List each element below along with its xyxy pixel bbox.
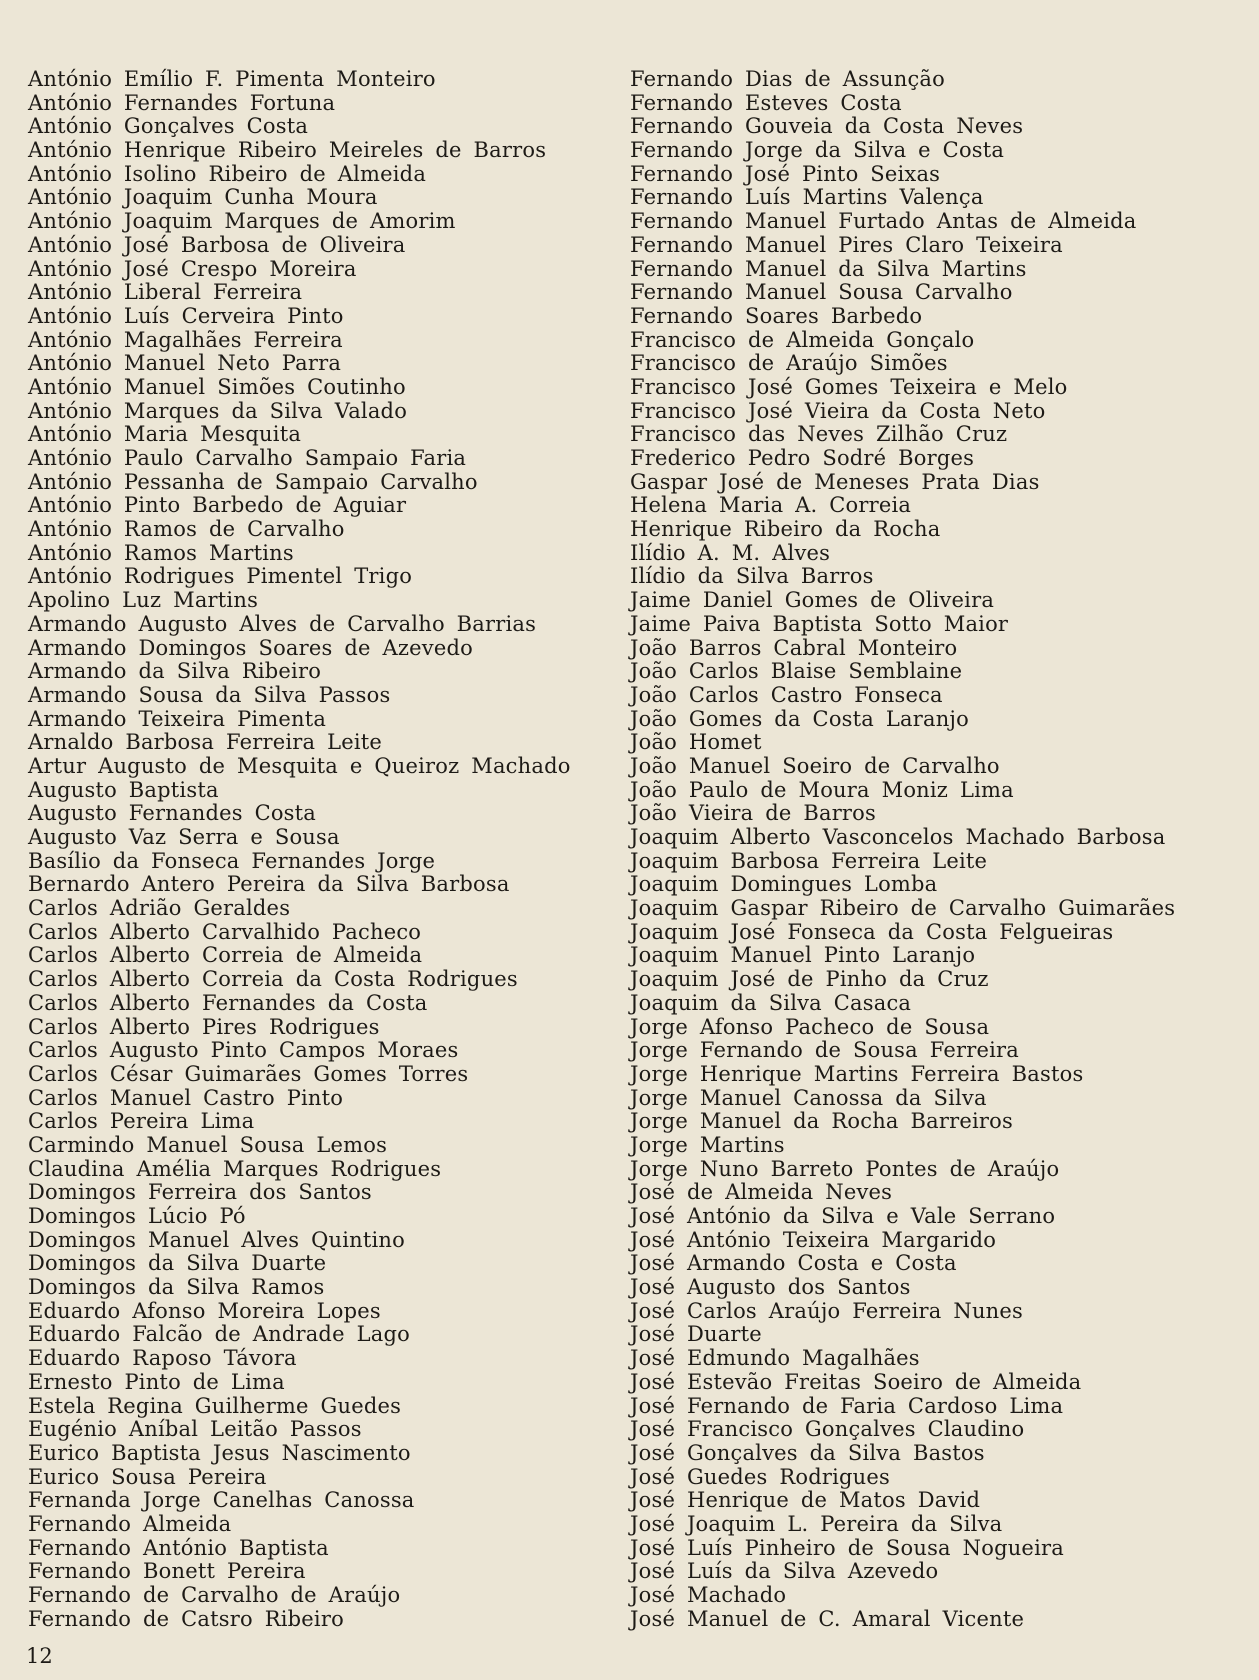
name-entry: Fernando Bonett Pereira	[28, 1559, 306, 1584]
name-entry: António Rodrigues Pimentel Trigo	[28, 564, 413, 589]
name-entry: José Luís da Silva Azevedo	[630, 1559, 939, 1584]
name-entry: Basílio da Fonseca Fernandes Jorge	[28, 848, 436, 873]
name-entry: António Maria Mesquita	[28, 422, 302, 447]
name-entry: Bernardo Antero Pereira da Silva Barbosa	[28, 872, 510, 897]
name-entry: Jaime Paiva Baptista Sotto Maior	[630, 611, 1009, 636]
name-entry: António Emílio F. Pimenta Monteiro	[28, 67, 436, 91]
name-entry: Frederico Pedro Sodré Borges	[630, 446, 975, 470]
name-entry: Domingos da Silva Ramos	[28, 1275, 325, 1300]
name-entry: Joaquim José Fonseca da Costa Felgueiras	[630, 919, 1114, 944]
name-entry: José Carlos Araújo Ferreira Nunes	[630, 1298, 1023, 1323]
name-entry: João Paulo de Moura Moniz Lima	[630, 777, 1014, 802]
name-entry: Fernando Soares Barbedo	[630, 303, 923, 328]
name-entry: Arnaldo Barbosa Ferreira Leite	[28, 730, 383, 755]
name-entry: António Manuel Neto Parra	[28, 351, 342, 376]
name-entry: Ilídio da Silva Barros	[630, 564, 874, 589]
name-entry: Eugénio Aníbal Leitão Passos	[28, 1417, 362, 1442]
name-entry: Armando Sousa da Silva Passos	[28, 682, 391, 707]
name-entry: José Luís Pinheiro de Sousa Nogueira	[630, 1535, 1064, 1560]
name-entry: José Guedes Rodrigues	[630, 1464, 891, 1489]
name-entry: João Carlos Blaise Semblaine	[630, 659, 963, 684]
name-entry: António Joaquim Cunha Moura	[28, 185, 378, 210]
name-entry: José Augusto dos Santos	[630, 1275, 911, 1300]
name-entry: Claudina Amélia Marques Rodrigues	[28, 1156, 442, 1181]
name-entry: José Edmundo Magalhães	[630, 1346, 920, 1371]
name-entry: António Henrique Ribeiro Meireles de Barros	[28, 138, 547, 163]
name-entry: José Gonçalves da Silva Bastos	[630, 1440, 985, 1465]
name-entry: Joaquim Manuel Pinto Laranjo	[630, 943, 976, 968]
name-entry: Fernando de Carvalho de Araújo	[28, 1583, 401, 1607]
name-entry: António Magalhães Ferreira	[28, 327, 343, 352]
name-entry: Carlos Alberto Correia de Almeida	[28, 943, 423, 968]
name-entry: Domingos Lúcio Pó	[28, 1204, 246, 1228]
name-entry: Eurico Sousa Pereira	[28, 1464, 267, 1489]
name-entry: Carlos César Guimarães Gomes Torres	[28, 1061, 469, 1086]
name-entry: Fernando Manuel da Silva Martins	[630, 256, 1027, 281]
name-entry: José Francisco Gonçalves Claudino	[630, 1417, 1025, 1442]
name-entry: Fernando Manuel Furtado Antas de Almeida	[630, 209, 1137, 234]
name-entry: João Vieira de Barros	[630, 801, 876, 826]
name-entry: Domingos Manuel Alves Quintino	[28, 1227, 405, 1252]
name-entry: José Machado	[630, 1583, 787, 1607]
name-entry: José Joaquim L. Pereira da Silva	[630, 1511, 1003, 1536]
name-entry: Francisco de Araújo Simões	[630, 351, 948, 376]
name-entry: Ernesto Pinto de Lima	[28, 1369, 285, 1394]
name-entry: Apolino Luz Martins	[28, 588, 259, 613]
name-entry: António José Barbosa de Oliveira	[28, 232, 406, 257]
name-entry: Jorge Henrique Martins Ferreira Bastos	[630, 1061, 1084, 1086]
name-entry: Augusto Fernandes Costa	[28, 801, 317, 826]
name-entry: Eduardo Raposo Távora	[28, 1346, 297, 1371]
name-entry: Jaime Daniel Gomes de Oliveira	[630, 588, 995, 613]
name-entry: Fernando de Catsro Ribeiro	[28, 1606, 344, 1631]
name-entry: Armando da Silva Ribeiro	[28, 659, 322, 684]
name-entry: José António da Silva e Vale Serrano	[630, 1204, 1056, 1228]
name-entry: Ilídio A. M. Alves	[630, 540, 831, 565]
name-entry: Joaquim da Silva Casaca	[630, 990, 912, 1015]
name-entry: António Luís Cerveira Pinto	[28, 303, 344, 328]
name-entry: José António Teixeira Margarido	[630, 1227, 997, 1252]
name-entry: Jorge Fernando de Sousa Ferreira	[630, 1038, 1019, 1063]
name-entry: João Carlos Castro Fonseca	[630, 682, 943, 707]
name-entry: António Joaquim Marques de Amorim	[28, 209, 456, 234]
name-entry: Gaspar José de Meneses Prata Dias	[630, 469, 1040, 494]
name-entry: António Isolino Ribeiro de Almeida	[28, 161, 427, 186]
name-entry: Armando Domingos Soares de Azevedo	[28, 635, 473, 660]
name-entry: Joaquim Barbosa Ferreira Leite	[630, 848, 988, 873]
name-entry: Carlos Augusto Pinto Campos Moraes	[28, 1038, 459, 1063]
name-entry: Armando Teixeira Pimenta	[28, 706, 327, 731]
name-entry: Fernando Manuel Sousa Carvalho	[630, 280, 1013, 305]
name-entry: Eduardo Afonso Moreira Lopes	[28, 1298, 381, 1323]
name-entry: Francisco José Vieira da Costa Neto	[630, 398, 1046, 423]
name-entry: Fernando Luís Martins Valença	[630, 185, 984, 210]
name-entry: Fernanda Jorge Canelhas Canossa	[28, 1488, 415, 1513]
name-entry: Jorge Manuel Canossa da Silva	[630, 1085, 987, 1110]
name-entry: Armando Augusto Alves de Carvalho Barrias	[28, 611, 537, 636]
name-entry: António Marques da Silva Valado	[28, 398, 408, 423]
name-entry: Carlos Alberto Pires Rodrigues	[28, 1014, 380, 1039]
name-entry: Helena Maria A. Correia	[630, 493, 912, 518]
name-entry: António Pessanha de Sampaio Carvalho	[28, 469, 478, 494]
name-entry: Carlos Adrião Geraldes	[28, 896, 291, 921]
name-entry: António Liberal Ferreira	[28, 280, 303, 305]
name-entry: Jorge Afonso Pacheco de Sousa	[630, 1014, 990, 1039]
name-entry: Carlos Manuel Castro Pinto	[28, 1085, 344, 1110]
name-entry: Carlos Alberto Carvalhido Pacheco	[28, 919, 422, 944]
name-entry: Joaquim José de Pinho da Cruz	[630, 967, 989, 992]
name-entry: Domingos Ferreira dos Santos	[28, 1180, 372, 1205]
names-list-right	[630, 68, 1175, 1631]
name-entry: Carmindo Manuel Sousa Lemos	[28, 1132, 388, 1157]
name-entry: Joaquim Domingues Lomba	[630, 872, 938, 897]
name-entry: Fernando Almeida	[28, 1511, 232, 1536]
name-entry: Fernando Esteves Costa	[630, 90, 902, 115]
name-entry: António Manuel Simões Coutinho	[28, 374, 406, 399]
name-entry: José Henrique de Matos David	[630, 1488, 981, 1513]
name-entry: José Fernando de Faria Cardoso Lima	[630, 1393, 1064, 1418]
name-entry: Carlos Pereira Lima	[28, 1109, 255, 1134]
names-list-left	[28, 68, 571, 1631]
name-entry: João Gomes da Costa Laranjo	[630, 706, 969, 731]
name-entry: Fernando Manuel Pires Claro Teixeira	[630, 232, 1063, 257]
name-entry: António Ramos Martins	[28, 540, 294, 565]
name-entry: Domingos da Silva Duarte	[28, 1251, 327, 1276]
name-entry: Fernando José Pinto Seixas	[630, 161, 941, 186]
name-entry: António Ramos de Carvalho	[28, 517, 345, 542]
name-entry: Carlos Alberto Correia da Costa Rodrigues	[28, 967, 518, 992]
name-entry: Fernando Gouveia da Costa Neves	[630, 114, 1024, 139]
name-entry: António José Crespo Moreira	[28, 256, 357, 281]
name-entry: João Homet	[630, 730, 762, 755]
name-entry: Artur Augusto de Mesquita e Queiroz Machado	[28, 753, 571, 778]
name-entry: José Estevão Freitas Soeiro de Almeida	[630, 1369, 1082, 1394]
name-entry: Augusto Vaz Serra e Sousa	[28, 825, 340, 849]
name-entry: João Barros Cabral Monteiro	[630, 635, 958, 660]
name-entry: Francisco José Gomes Teixeira e Melo	[630, 374, 1068, 399]
name-entry: Francisco das Neves Zilhão Cruz	[630, 422, 1008, 447]
page-number: 12	[26, 1644, 53, 1668]
name-entry: Augusto Baptista	[28, 777, 219, 802]
name-entry: Joaquim Alberto Vasconcelos Machado Barbosa	[630, 825, 1166, 849]
name-entry: Fernando Jorge da Silva e Costa	[630, 138, 1005, 163]
name-entry: António Fernandes Fortuna	[28, 90, 336, 115]
name-entry: Fernando Dias de Assunção	[630, 67, 945, 91]
name-entry: Fernando António Baptista	[28, 1535, 329, 1560]
name-entry: José Armando Costa e Costa	[630, 1251, 957, 1276]
name-entry: António Pinto Barbedo de Aguiar	[28, 493, 407, 518]
name-entry: Joaquim Gaspar Ribeiro de Carvalho Guimarães	[630, 896, 1176, 921]
name-entry: Carlos Alberto Fernandes da Costa	[28, 990, 428, 1015]
name-entry: José Manuel de C. Amaral Vicente	[630, 1606, 1025, 1631]
name-entry: Jorge Manuel da Rocha Barreiros	[630, 1109, 1013, 1134]
name-entry: José Duarte	[630, 1322, 762, 1347]
name-entry: Henrique Ribeiro da Rocha	[630, 517, 941, 542]
name-entry: António Gonçalves Costa	[28, 114, 309, 139]
name-entry: Francisco de Almeida Gonçalo	[630, 327, 975, 352]
name-entry: João Manuel Soeiro de Carvalho	[630, 753, 1000, 778]
name-entry: Estela Regina Guilherme Guedes	[28, 1393, 402, 1418]
name-entry: Eurico Baptista Jesus Nascimento	[28, 1440, 411, 1465]
name-entry: Jorge Nuno Barreto Pontes de Araújo	[630, 1156, 1060, 1181]
name-entry: António Paulo Carvalho Sampaio Faria	[28, 446, 467, 470]
name-entry: José de Almeida Neves	[630, 1180, 893, 1205]
name-entry: Eduardo Falcão de Andrade Lago	[28, 1322, 410, 1347]
name-entry: Jorge Martins	[630, 1132, 785, 1157]
